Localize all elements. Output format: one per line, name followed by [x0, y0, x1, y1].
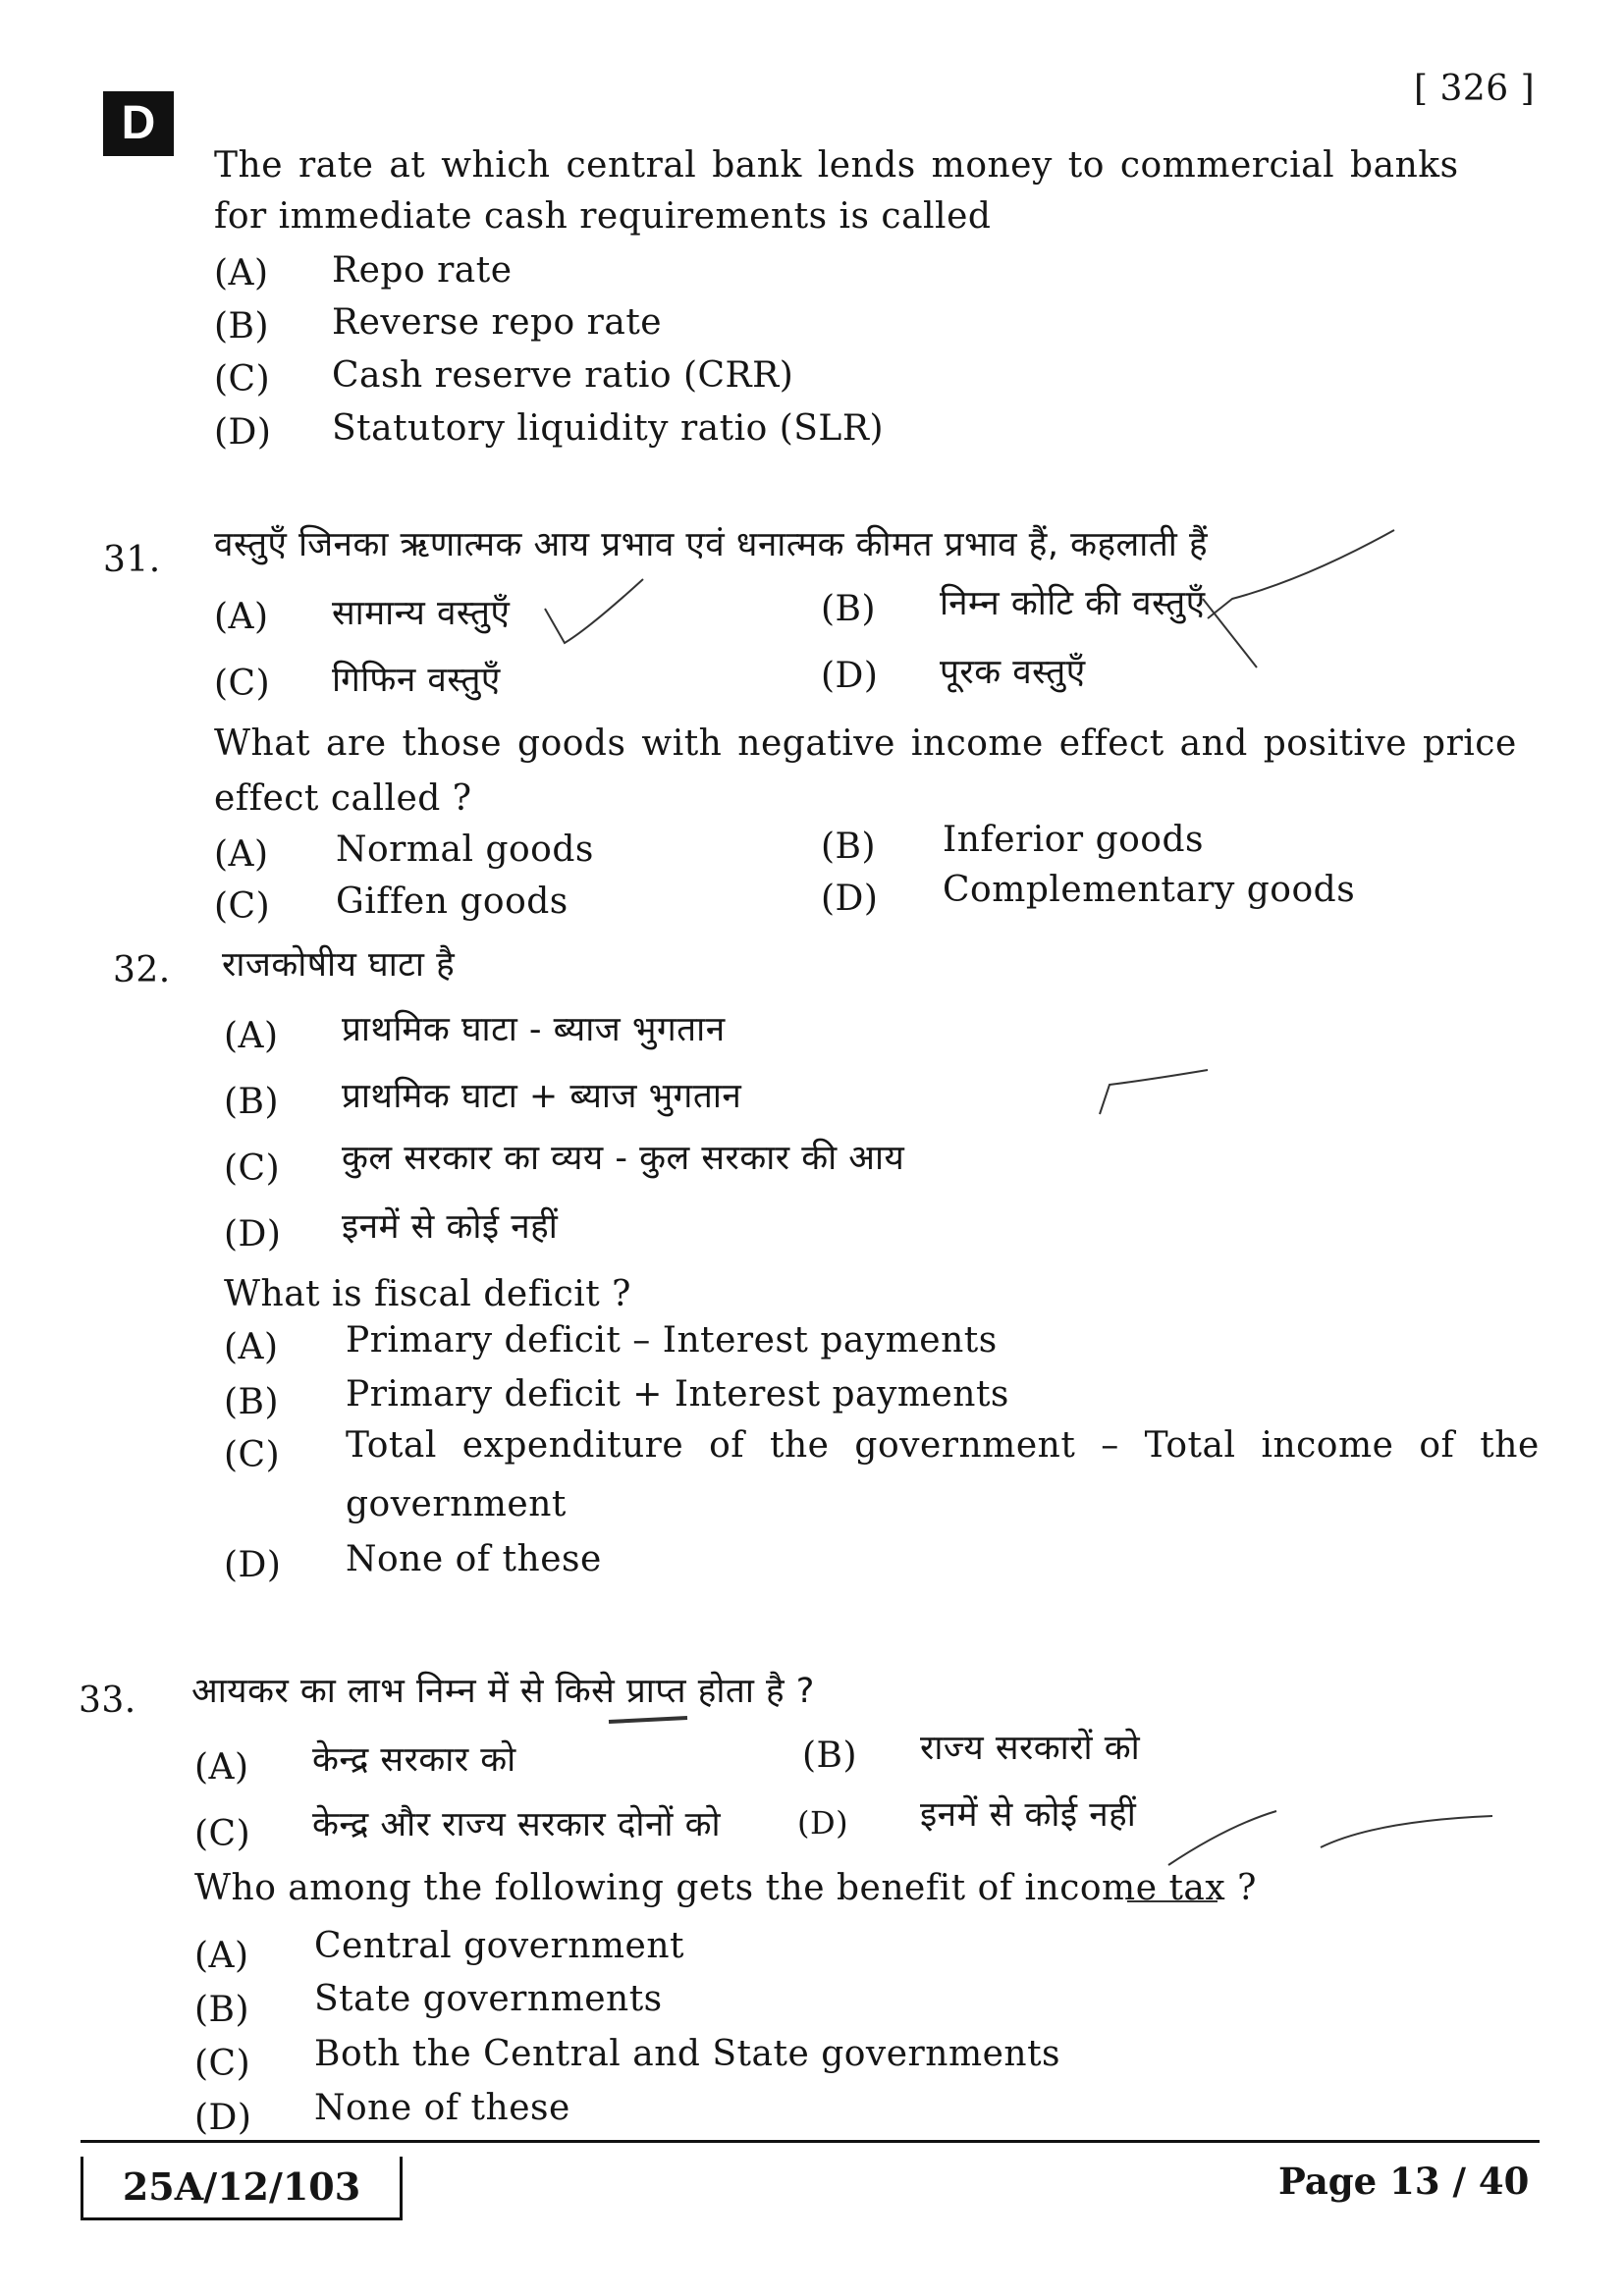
q31-option-label: (B) [821, 827, 877, 867]
q32-option-label: (A) [224, 1016, 279, 1056]
q32-option-label: (D) [224, 1214, 282, 1255]
q33-option-label: (B) [802, 1735, 858, 1776]
q33-option-label: (C) [194, 2044, 251, 2084]
q31-option-label: (C) [214, 886, 271, 927]
q32-hindi-option-c: कुल सरकार का व्यय - कुल सरकार की आय [342, 1139, 905, 1178]
page-number: Page 13 / 40 [1278, 2160, 1530, 2203]
q31-english-question-line2: effect called ? [214, 778, 472, 819]
q32-option-label: (A) [224, 1327, 279, 1367]
q31-option-label: (D) [821, 879, 879, 919]
set-badge: D [103, 91, 174, 156]
q33-hindi-option-b: राज्य सरकारों को [920, 1729, 1141, 1768]
q30-option-a: Repo rate [332, 250, 513, 291]
q32-hindi-question: राजकोषीय घाटा है [222, 945, 456, 985]
q30-option-b: Reverse repo rate [332, 302, 663, 343]
q32-option-a: Primary deficit – Interest payments [346, 1320, 998, 1361]
footer-rule [81, 2140, 1540, 2143]
q33-option-label: (B) [194, 1990, 250, 2030]
q30-option-label: (D) [214, 412, 272, 453]
q31-number: 31. [103, 540, 161, 580]
q33-option-d: None of these [314, 2088, 570, 2128]
q32-option-c-continued: government [346, 1484, 567, 1524]
q32-option-label: (D) [224, 1545, 282, 1585]
q32-option-label: (B) [224, 1082, 280, 1122]
q31-option-label: (A) [214, 834, 269, 875]
q33-option-label: (A) [194, 1747, 249, 1788]
q32-hindi-option-a: प्राथमिक घाटा - ब्याज भुगतान [342, 1010, 726, 1049]
q32-hindi-option-b: प्राथमिक घाटा + ब्याज भुगतान [342, 1077, 742, 1116]
q31-option-d: Complementary goods [943, 870, 1356, 910]
q33-number: 33. [79, 1681, 136, 1721]
q30-option-d: Statutory liquidity ratio (SLR) [332, 408, 884, 449]
q33-option-label: (C) [194, 1814, 251, 1854]
q31-english-question-line1: What are those goods with negative income effect and positive price [214, 723, 1517, 764]
q31-hindi-option-d: पूरक वस्तुएँ [940, 653, 1086, 692]
q33-hindi-option-c: केन्द्र और राज्य सरकार दोनों को [312, 1805, 722, 1844]
q33-hindi-question: आयकर का लाभ निम्न में से किसे प्राप्त होता है ? [191, 1672, 815, 1711]
q32-english-question: What is fiscal deficit ? [224, 1274, 631, 1314]
q32-option-b: Primary deficit + Interest payments [346, 1374, 1009, 1415]
q32-hindi-option-d: इनमें से कोई नहीं [342, 1207, 559, 1247]
q30-question-line2: for immediate cash requirements is called [214, 196, 992, 237]
q30-option-label: (C) [214, 359, 271, 400]
q31-hindi-option-a: सामान्य वस्तुएँ [332, 594, 511, 633]
q31-option-b: Inferior goods [943, 820, 1204, 860]
q33-option-c: Both the Central and State governments [314, 2034, 1061, 2074]
q31-option-label: (A) [214, 597, 269, 637]
q32-option-label: (C) [224, 1435, 281, 1475]
q30-option-label: (B) [214, 306, 270, 347]
q31-option-label: (C) [214, 664, 271, 704]
q32-option-label: (B) [224, 1382, 280, 1422]
q32-number: 32. [113, 950, 171, 990]
q30-option-label: (A) [214, 253, 269, 294]
paper-code: 25A/12/103 [81, 2157, 403, 2220]
q33-option-a: Central government [314, 1926, 684, 1966]
q33-hindi-option-a: केन्द्र सरकार को [312, 1740, 516, 1780]
q32-option-label: (C) [224, 1148, 281, 1189]
q31-option-c: Giffen goods [336, 881, 568, 922]
q31-hindi-question: वस्तुएँ जिनका ऋणात्मक आय प्रभाव एवं धनात्मक कीमत प्रभाव हैं, कहलाती हैं [214, 525, 1209, 564]
q33-option-label: (D) [797, 1804, 849, 1842]
q31-hindi-option-c: गिफिन वस्तुएँ [332, 661, 501, 700]
q31-hindi-option-b: निम्न कोटि की वस्तुएँ [940, 584, 1206, 623]
q31-option-a: Normal goods [336, 829, 594, 870]
q33-hindi-option-d: इनमें से कोई नहीं [920, 1795, 1137, 1835]
q32-option-c: Total expenditure of the government – Total income of the [346, 1425, 1540, 1466]
q31-option-label: (B) [821, 589, 877, 629]
q33-option-b: State governments [314, 1979, 663, 2019]
q31-option-label: (D) [821, 656, 879, 696]
page-reference: [ 326 ] [1414, 69, 1536, 109]
q32-option-d: None of these [346, 1539, 602, 1579]
q33-option-label: (D) [194, 2098, 252, 2138]
q33-option-label: (A) [194, 1936, 249, 1976]
q30-question-line1: The rate at which central bank lends money to commercial banks [214, 145, 1459, 186]
q30-option-c: Cash reserve ratio (CRR) [332, 355, 794, 396]
q33-english-question: Who among the following gets the benefit of income tax ? [194, 1868, 1257, 1908]
